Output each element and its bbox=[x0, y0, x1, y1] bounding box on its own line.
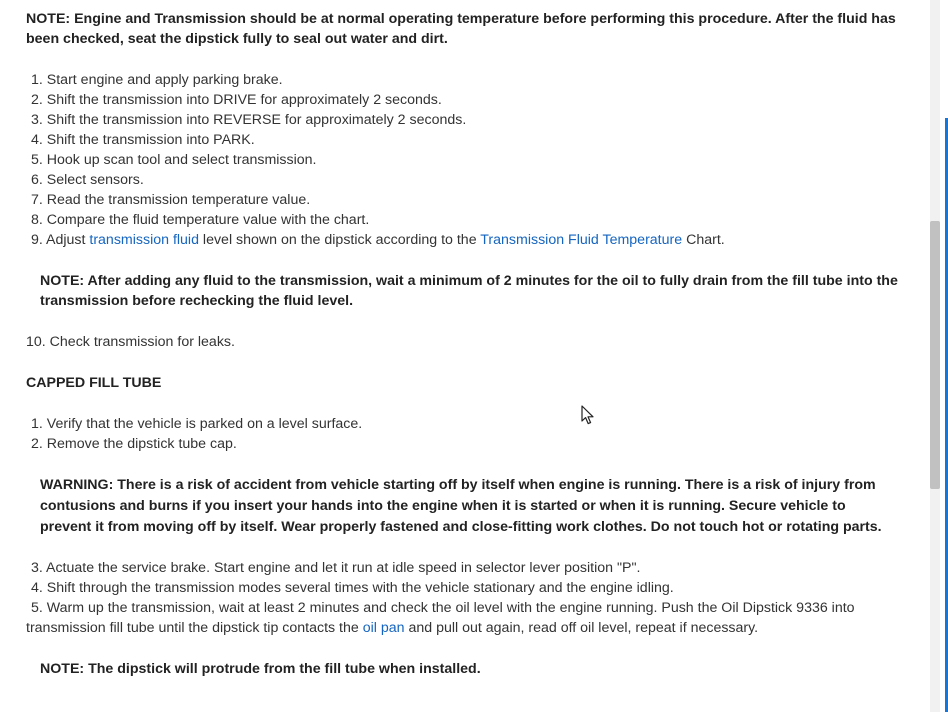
transmission-fluid-link[interactable]: transmission fluid bbox=[89, 232, 199, 248]
list-item: 4. Shift the transmission into PARK. bbox=[31, 132, 255, 148]
list-item: 5. Hook up scan tool and select transmission. bbox=[31, 152, 317, 168]
list-item: 6. Select sensors. bbox=[31, 172, 144, 188]
list-item: 5. Warm up the transmission, wait at least 2 minutes and check the oil level with the engine running. Push the Oil Dipstick 9336 into transmission fill tube until the dipstick tip contacts the oil pan and pull out again, read off oil level, repeat if necessary. bbox=[26, 600, 855, 636]
list-item: 9. Adjust transmission fluid level shown on the dipstick according to the Transmission Fluid Temperature Chart. bbox=[31, 232, 725, 248]
warning-accident-risk: WARNING: There is a risk of accident from vehicle starting off by itself when engine is running. There is a risk of injury from contusions and burns if you insert your hands into the engine when it is started or when it is running. Secure vehicle to prevent it from moving off by itself. Wear properly fastened and close-fitting work clothes. Do not touch hot or rotating parts. bbox=[40, 477, 882, 535]
scrollbar-thumb[interactable] bbox=[930, 221, 940, 489]
list-item: 7. Read the transmission temperature value. bbox=[31, 192, 311, 208]
list-item: 1. Start engine and apply parking brake. bbox=[31, 72, 283, 88]
list-item: 8. Compare the fluid temperature value with the chart. bbox=[31, 212, 370, 228]
list-item: 2. Remove the dipstick tube cap. bbox=[31, 436, 237, 452]
list-item: 3. Actuate the service brake. Start engine and let it run at idle speed in selector lever position "P". bbox=[31, 560, 641, 576]
list-item: 10. Check transmission for leaks. bbox=[26, 334, 235, 350]
list-item: 1. Verify that the vehicle is parked on a level surface. bbox=[31, 416, 363, 432]
mouse-cursor-icon bbox=[581, 405, 595, 425]
procedure-content bbox=[26, 9, 898, 679]
note-dipstick-protrude: NOTE: The dipstick will protrude from the fill tube when installed. bbox=[40, 661, 481, 677]
oil-pan-link[interactable]: oil pan bbox=[362, 620, 405, 636]
scrollbar[interactable] bbox=[922, 0, 948, 712]
list-item: 3. Shift the transmission into REVERSE for approximately 2 seconds. bbox=[31, 112, 467, 128]
section-heading-capped-fill-tube: CAPPED FILL TUBE bbox=[26, 375, 162, 391]
list-item: 2. Shift the transmission into DRIVE for approximately 2 seconds. bbox=[31, 92, 442, 108]
note-fill-tube-drain: NOTE: After adding any fluid to the transmission, wait a minimum of 2 minutes for the oil to fully drain from the fill tube into the transmission before rechecking the fluid level. bbox=[40, 273, 898, 309]
procedure-steps bbox=[26, 70, 898, 250]
transmission-fluid-temperature-link[interactable]: Transmission Fluid Temperature bbox=[480, 232, 683, 248]
list-item: 4. Shift through the transmission modes several times with the vehicle stationary and the engine idling. bbox=[31, 580, 674, 596]
note-operating-temperature: NOTE: Engine and Transmission should be at normal operating temperature before performing this procedure. After the fluid has been checked, seat the dipstick fully to seal out water and dirt. bbox=[26, 11, 896, 47]
